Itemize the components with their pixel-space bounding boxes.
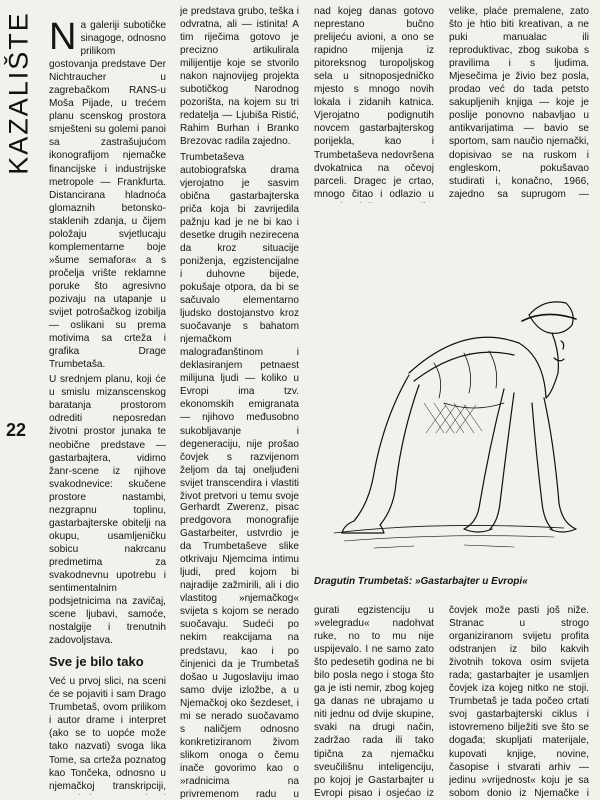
illustration-gastarbajter: [314, 203, 590, 572]
paragraph: Već u prvoj slici, na sceni će se pojaviti i sam Drago Trumbetaš, ovom prilikom i autor drame i interpret (ako se to uopće može tako nazvati) svoga lika Tome, sa crteža poznatog kao Tončeka, odnosno u njemačkoj transkripciji,: [49, 676, 166, 792]
column-2-lower: [180, 501, 299, 799]
illustration-caption: Dragutin Trumbetaš: »Gastarbajter u Evropi«: [314, 576, 528, 587]
column-3-lower: [314, 604, 434, 799]
intro-text: a galeriji subotičke sinagoge, odnosno prilikom gostovanja predstave Der Nichtraucher u zagrebačkom RANS-u Moša Pijade, u trećem planu scenskog prostora smješteni su golemi panoi sa zastrašujućom ikonografijom njemačke financijske i industrijske metropole — Frankfurta. Distancirana hladnoća glomaznih betonsko-staklenih zdanja, u čijem položaju svjetlucaju komplementarne boje »šume semafora« a s pročelja vriŝte reklamne poruke što agresivno pozivaju na utapanje u svijet potrošačkog izobilja — oslikani su prema motivima sa crteža i grafika Drage Trumbetaša.: [49, 20, 166, 371]
paragraph: gurati egzistenciju u »velegradu« nadohvat ruke, no to mu nije uspijevalo. I ne samo zato što pedesetih godina ne bi bilo posla nego i stoga što ga je isti nemir, zbog kojeg ga danas ne ubrajamo u niti jednu od dvije skupine, svaki na drugi način, zadržao rada ili tako tipična za njemačku sveučilišnu inteligenciju, po kojoj je Gastarbajter u Evropi pisao i osjećao iz: [314, 605, 434, 799]
paragraph: Trumbetaševa autobiografska drama vjerojatno je sasvim obična gastarbajterska priča koja bi zavrijedila pažnju kad je ne bi kao i desetke drugih nezirecena da kroz situacije poniženja, egzistencijalne i duhovne bijede, pokušaje otpora, da bi se sačuvalo elementarno ljudsko dostojanstvo kroz suočavanje s bahatom njemačkom malograđanštinom i deklasiranjem petnaest milijuna ljudi — koliko u Evropi ima tzv. ekonomskih emigranata — njihovo međusobno sukobljavanje i degeneraciju, nije prošao čovjek s razvijenom željom da taj oneljuđeni svijet transcendira i vlastiti život pretvori u temu svoje: [180, 151, 299, 501]
paragraph: velike, plaće premalene, zato što je htio biti kreativan, a ne puki manualac ili reproduktivac, zbog sukoba s pravilima i s ljudima. Mjesečima je živio bez posla, prodao već do tada petsto sakupljenih knjiga — koje je poslije ponovno nabavljao u antikvarijatima — bavio se sportom, sam naučio njemački, dopisivao se na ruskom i engleskom, pokušavao studirati i, konačno, 1966, zajedno sa suprugom —: [449, 6, 589, 200]
subheading-sve-je-bilo-tako: Sve je bilo tako: [49, 654, 144, 670]
section-label: [2, 11, 36, 175]
paragraph: Gerhardt Zwerenz, pisac predgovora monografije Gastarbeiter, ustvrdio je da Trumbetaševe slike otkrivaju Njemcima intimu ljudi, pred kojom bi najradije zažmirili, ali i dio vlastitog »njemačkog« svijeta s kojom se nerado suočavaju. Sudeći po nekim reakcijama na predstavu, kao i po činjenici da je Trumbetaš došao u Jugoslaviju imao samo dvije izložbe, a u Njemačkoj oko šezdeset, i mi se nerado suočavamo s naličjem odnosno konkretiziranom živom slikom onoga o čemu inače govorimo kao o »radnicima na privremenom radu u: [180, 502, 299, 799]
paragraph: nad kojeg danas gotovo neprestano bučno prelijeću avioni, a ono se rapidno mijenja iz pitoreksnog turopoljskog sela u sitnoposjedničko mjesto s mnogo novih lokala i zidanih katnica. Vjerojatno podignutih novcem gastarbajterskog porijekla, kao i Trumbetaševa nedovršena dvokatnica na očevoj parceli. Dragec je crtao, mnogo čitao i odlazio u: [314, 6, 434, 200]
column-4: [449, 5, 589, 200]
crawling-man-drawing: [314, 203, 590, 572]
page-number: 22: [6, 420, 27, 440]
section-label-text: KAZALIŠTE: [3, 11, 34, 175]
paragraph: čovjek može pasti još niže. Stranac u strogo organiziranom svijetu profita odstranjen iz bilo kakvih životnih tokova osim svijeta rada; gastarbajter je usamljen čovjek iza kojeg nitko ne stoji. Trumbetaš je tada počeo crtati svoj gastarbajterski ciklus i istovremeno bilježiti sve što se događa; skupljati materijale, kupovati knjige, novine, časopise i stvarati arhiv — jedinu »vrijednost« koju je sa sobom donio iz Njemačke i: [449, 605, 589, 799]
column-4-lower: [449, 604, 589, 799]
article-intro: [49, 19, 166, 371]
paragraph: U srednjem planu, koji će u smislu mizanscenskog baratanja prostorom odrediti neposredan životni prostor junaka te neobične predstave — gastarbajtera, vidimo žanr-scene iz njihove svakodnevice: skučene prostore nastambi, nezgrapnu toplinu, gastarbajterske obitelji na okupu, usamljeničku sobicu nakrcanu predmetima za svakodnevnu upotrebu i sentimentalnim podsjetnicima na zavičaj, scene ljubavi, samoće, nostalgije i trenutnih zadovoljstava.: [49, 374, 166, 647]
column-1: [49, 19, 166, 795]
dropcap: N: [49, 19, 77, 58]
paragraph: je predstava grubo, teška i odvratna, ali — istinita! A tim riječima gotovo je precizno artikulirala milijentije koje se stvorilo nakon najnovijeg projekta subotičkog Narodnog pozorišta, na kojem su tri redatelja — Ljubiša Ristić, Rahim Burhan i Branko Brezovac radila zajedno.: [180, 6, 299, 148]
column-2: [180, 5, 299, 501]
